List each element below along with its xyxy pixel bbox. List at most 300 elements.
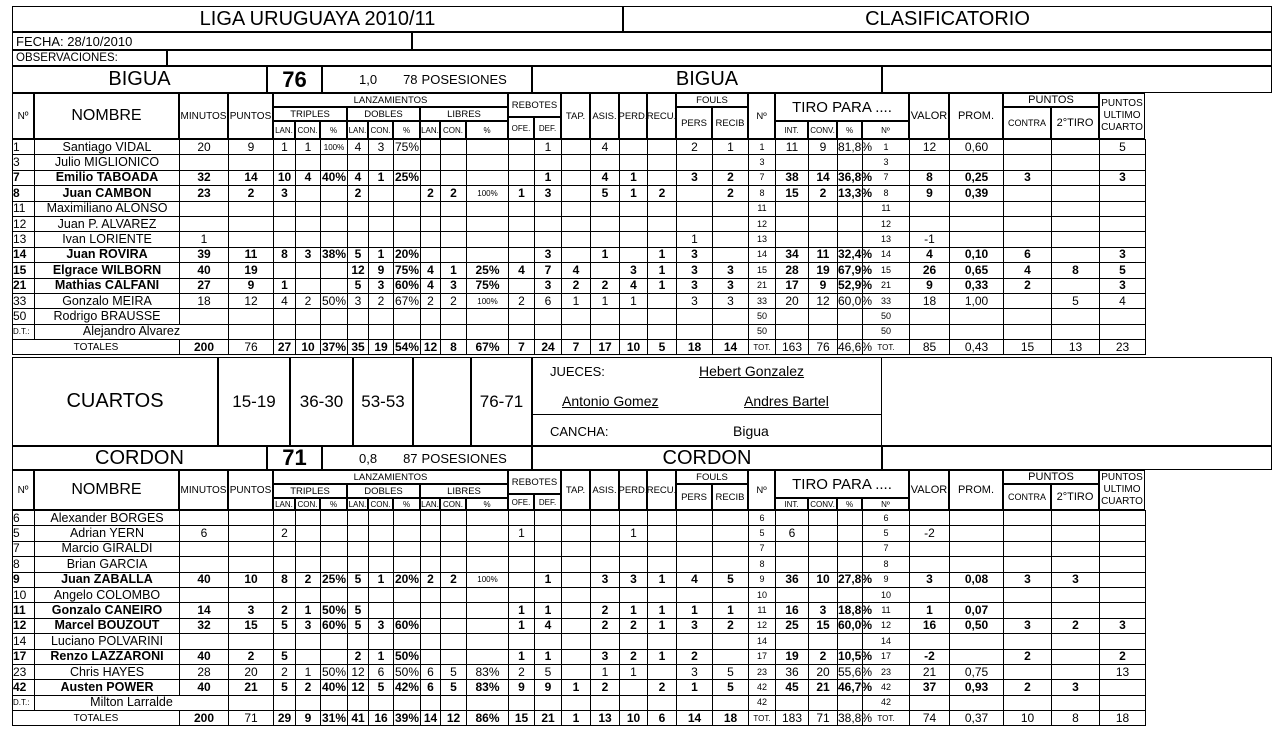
- stat-cell: 18,8%: [838, 603, 873, 618]
- stat-cell: [321, 232, 348, 247]
- stat-cell: [809, 232, 838, 247]
- stat-cell: 33: [749, 293, 776, 308]
- stat-cell: 9: [910, 186, 950, 201]
- stat-cell: 33: [863, 293, 910, 308]
- stat-cell: 15: [863, 263, 910, 278]
- stat-cell: 15: [13, 263, 35, 278]
- away-coach-row: [13, 695, 1146, 710]
- stat-cell: [421, 216, 441, 231]
- stat-cell: 7: [749, 170, 776, 185]
- stat-cell: [677, 634, 713, 649]
- hdr-sub-pct-8: %: [466, 498, 508, 510]
- stat-cell: [394, 216, 421, 231]
- total-cell: 8: [1052, 711, 1100, 726]
- totals-label: TOTALES: [13, 711, 180, 726]
- hdr-sub-lan-3: LAN.: [347, 121, 368, 139]
- stat-cell: [776, 557, 809, 572]
- stat-cell: [648, 526, 677, 541]
- stat-cell: 40: [180, 263, 229, 278]
- stat-cell: 1: [648, 618, 677, 633]
- stat-cell: [1100, 216, 1146, 231]
- hdr-num: Nº: [12, 93, 34, 139]
- stat-cell: 1: [749, 140, 776, 155]
- stat-cell: 67%: [394, 293, 420, 308]
- stat-cell: 12: [910, 140, 950, 155]
- stat-cell: [1004, 511, 1052, 526]
- stat-cell: 1: [274, 140, 296, 155]
- stat-cell: [950, 695, 1004, 710]
- stat-cell: [467, 247, 509, 262]
- stat-cell: [1004, 664, 1052, 679]
- stat-cell: [535, 541, 562, 556]
- stat-cell: 36: [776, 572, 809, 587]
- stat-cell: [509, 695, 535, 710]
- stat-cell: 4: [421, 278, 441, 293]
- stat-cell: 42: [863, 680, 910, 695]
- stat-cell: [321, 649, 348, 664]
- hdr-blocks: TAP.: [561, 470, 590, 510]
- stat-cell: 3: [1004, 618, 1052, 633]
- stat-cell: 2: [713, 618, 749, 633]
- stat-cell: 2: [809, 649, 838, 664]
- stat-cell: 7: [535, 263, 562, 278]
- stat-cell: 3: [441, 278, 467, 293]
- stat-cell: [394, 309, 421, 324]
- stat-cell: [394, 603, 421, 618]
- stat-cell: 27: [180, 278, 229, 293]
- stat-cell: [1004, 324, 1052, 339]
- stat-cell: 0,08: [950, 572, 1004, 587]
- hdr-free: LIBRES: [420, 107, 508, 121]
- stat-cell: [648, 511, 677, 526]
- stat-cell: [394, 511, 421, 526]
- stat-cell: [562, 324, 591, 339]
- stat-cell: [467, 155, 509, 170]
- home-player-row: [13, 155, 1146, 170]
- hdr-fouls: FOULS: [676, 93, 748, 107]
- stat-cell: [910, 155, 950, 170]
- total-cell: 71: [809, 711, 838, 726]
- stat-cell: [229, 324, 274, 339]
- stat-cell: [562, 232, 591, 247]
- stat-cell: [229, 216, 274, 231]
- stat-cell: 3: [677, 170, 713, 185]
- away-team-bar-info: [322, 446, 532, 470]
- stat-cell: [274, 155, 296, 170]
- stat-cell: 25: [776, 618, 809, 633]
- stat-cell: 1: [441, 263, 467, 278]
- quarters-label: CUARTOS: [12, 357, 218, 446]
- stat-cell: [838, 216, 863, 231]
- stat-cell: [1052, 587, 1100, 602]
- stat-cell: 1: [13, 140, 35, 155]
- stat-cell: [776, 216, 809, 231]
- stat-cell: [394, 201, 421, 216]
- stat-cell: [776, 634, 809, 649]
- player-name: Adrian YERN: [35, 526, 180, 541]
- quarter-3-score: 53-53: [353, 357, 413, 446]
- stat-cell: 12: [863, 618, 910, 633]
- stat-cell: 3: [749, 155, 776, 170]
- stat-cell: 75%: [394, 139, 420, 154]
- stat-cell: [467, 634, 509, 649]
- stat-cell: [910, 587, 950, 602]
- stat-cell: [467, 511, 509, 526]
- stat-cell: 4: [348, 170, 369, 185]
- stat-cell: 2: [648, 680, 677, 695]
- stat-cell: 2: [648, 186, 677, 201]
- stat-cell: [713, 155, 749, 170]
- stat-cell: 40: [180, 649, 229, 664]
- stat-cell: 83%: [467, 680, 509, 695]
- stat-cell: [1100, 680, 1146, 695]
- away-player-row: [13, 618, 1146, 633]
- stat-cell: [180, 216, 229, 231]
- player-name: Brian GARCIA: [35, 557, 180, 572]
- stat-cell: 12: [348, 680, 369, 695]
- stat-cell: [369, 309, 394, 324]
- stat-cell: 3: [535, 278, 562, 293]
- total-cell: TOT.: [749, 340, 776, 355]
- away-player-row: [13, 511, 1146, 526]
- stat-cell: [910, 309, 950, 324]
- stat-cell: [296, 649, 321, 664]
- stat-cell: [296, 695, 321, 710]
- stat-cell: 1: [535, 572, 562, 587]
- stat-cell: [838, 557, 863, 572]
- stat-cell: [296, 186, 321, 201]
- stat-cell: 0,39: [950, 186, 1004, 201]
- stat-cell: 3: [713, 293, 749, 308]
- stat-cell: [441, 309, 467, 324]
- court-label: CANCHA:: [550, 424, 609, 439]
- stat-cell: [677, 541, 713, 556]
- stat-cell: 4: [591, 140, 620, 155]
- stat-cell: [441, 140, 467, 155]
- stat-cell: [229, 309, 274, 324]
- stat-cell: 1: [369, 170, 394, 185]
- stat-cell: [441, 587, 467, 602]
- stat-cell: 2: [421, 572, 441, 587]
- total-cell: 14: [677, 711, 713, 726]
- total-cell: 27: [274, 340, 296, 355]
- stat-cell: [394, 541, 421, 556]
- stat-cell: 5: [1100, 263, 1146, 278]
- stat-cell: 5: [713, 680, 749, 695]
- date-extra: [412, 32, 1272, 50]
- judge-1: Hebert Gonzalez: [699, 363, 805, 379]
- stat-cell: [441, 324, 467, 339]
- stat-cell: 4: [910, 247, 950, 262]
- stat-cell: [421, 603, 441, 618]
- stat-cell: 2: [296, 572, 321, 587]
- hdr-off: OFE.: [508, 117, 534, 139]
- stat-cell: [713, 526, 749, 541]
- stat-cell: [620, 201, 648, 216]
- stat-cell: 13: [749, 232, 776, 247]
- stat-cell: [1004, 526, 1052, 541]
- stat-cell: [620, 695, 648, 710]
- stat-cell: [809, 587, 838, 602]
- stat-cell: [296, 511, 321, 526]
- stat-cell: [620, 541, 648, 556]
- stat-cell: [620, 680, 648, 695]
- stat-cell: [677, 155, 713, 170]
- stat-cell: 21: [229, 680, 274, 695]
- stat-cell: [509, 232, 535, 247]
- stat-cell: [1100, 309, 1146, 324]
- stat-cell: [1004, 587, 1052, 602]
- player-name: Luciano POLVARINI: [35, 634, 180, 649]
- total-cell: 41: [348, 711, 369, 726]
- hdr-shots: LANZAMIENTOS: [273, 470, 508, 484]
- stat-cell: [591, 526, 620, 541]
- stat-cell: 20: [776, 293, 809, 308]
- stat-cell: 1: [648, 572, 677, 587]
- stat-cell: [509, 247, 535, 262]
- stat-cell: 4: [591, 170, 620, 185]
- total-cell: 200: [180, 711, 229, 726]
- hdr-int: INT.: [775, 498, 808, 510]
- stat-cell: [620, 309, 648, 324]
- stat-cell: [950, 557, 1004, 572]
- home-ratio: 1,0: [359, 72, 378, 87]
- judges-label: JUECES:: [550, 364, 605, 379]
- stat-cell: 42: [863, 695, 910, 710]
- stat-cell: [591, 201, 620, 216]
- stat-cell: [509, 541, 535, 556]
- stat-cell: [296, 634, 321, 649]
- stat-cell: 9: [809, 278, 838, 293]
- stat-cell: [713, 587, 749, 602]
- stat-cell: -2: [910, 649, 950, 664]
- stat-cell: 37: [910, 680, 950, 695]
- stat-cell: 1: [620, 170, 648, 185]
- stat-cell: [509, 140, 535, 155]
- stat-cell: 8: [863, 557, 910, 572]
- stat-cell: 5: [348, 603, 369, 618]
- stat-cell: 14: [13, 634, 35, 649]
- stat-cell: 50%: [394, 649, 420, 664]
- hdr-off: OFE.: [508, 494, 534, 510]
- total-cell: 14: [713, 340, 749, 355]
- stat-cell: 50%: [394, 664, 420, 679]
- stat-cell: 3: [620, 572, 648, 587]
- stat-cell: 2: [713, 186, 749, 201]
- hdr-pct2: %: [837, 498, 862, 510]
- stat-cell: 17: [749, 649, 776, 664]
- stat-cell: [535, 587, 562, 602]
- hdr-sub-pct-5: %: [393, 121, 420, 139]
- stat-cell: [441, 201, 467, 216]
- stat-cell: [509, 587, 535, 602]
- total-cell: 54%: [394, 339, 420, 354]
- stat-cell: [648, 664, 677, 679]
- player-name: Juan P. ALVAREZ: [35, 216, 180, 231]
- stat-cell: 17: [863, 649, 910, 664]
- stat-cell: [591, 541, 620, 556]
- stat-cell: [910, 557, 950, 572]
- away-totals-row: [13, 711, 1146, 726]
- stat-cell: 50%: [321, 603, 347, 618]
- stat-cell: 21: [863, 278, 910, 293]
- stat-cell: 1: [535, 170, 562, 185]
- stat-cell: 50: [863, 309, 910, 324]
- home-team-bar-info: [322, 66, 532, 93]
- stat-cell: 9: [535, 680, 562, 695]
- stat-cell: [467, 526, 509, 541]
- stat-cell: 42: [749, 680, 776, 695]
- stat-cell: [648, 201, 677, 216]
- stat-cell: 20: [809, 664, 838, 679]
- stat-cell: 1: [296, 603, 321, 618]
- stat-cell: [348, 216, 369, 231]
- stat-cell: [562, 649, 591, 664]
- hdr-triples: TRIPLES: [273, 107, 347, 121]
- stat-cell: [467, 324, 509, 339]
- stat-cell: [677, 511, 713, 526]
- stat-cell: 2: [1052, 618, 1100, 633]
- stat-cell: 3: [713, 263, 749, 278]
- stat-cell: [713, 695, 749, 710]
- stat-cell: [1052, 278, 1100, 293]
- stat-cell: 36,8%: [838, 170, 873, 185]
- home-coach-row: [13, 324, 1146, 339]
- stat-cell: 1: [620, 603, 648, 618]
- stat-cell: 3: [13, 155, 35, 170]
- stat-cell: 23: [180, 186, 229, 201]
- stat-cell: [441, 216, 467, 231]
- stat-cell: 1: [535, 603, 562, 618]
- stat-cell: [467, 649, 509, 664]
- stat-cell: 8: [749, 557, 776, 572]
- stat-cell: [713, 232, 749, 247]
- stat-cell: 3: [1100, 278, 1146, 293]
- stat-cell: 1: [648, 263, 677, 278]
- stat-cell: 2: [441, 186, 467, 201]
- stat-cell: 16: [776, 603, 809, 618]
- stat-cell: [562, 634, 591, 649]
- stat-cell: [648, 541, 677, 556]
- hdr-minutes: MINUTOS: [179, 470, 228, 510]
- stat-cell: [838, 324, 863, 339]
- stat-cell: 21: [910, 664, 950, 679]
- stat-cell: 23: [749, 664, 776, 679]
- hdr-name: NOMBRE: [34, 93, 179, 139]
- hdr-lost: PERD.: [619, 93, 647, 139]
- total-cell: 10: [620, 711, 648, 726]
- stat-cell: -2: [910, 526, 950, 541]
- stat-cell: [421, 557, 441, 572]
- stat-cell: [1004, 232, 1052, 247]
- stat-cell: 33: [13, 293, 35, 308]
- stat-cell: 12: [348, 263, 369, 278]
- stat-cell: [838, 511, 863, 526]
- hdr-blocks: TAP.: [561, 93, 590, 139]
- stat-cell: 1: [535, 140, 562, 155]
- stat-cell: 26: [910, 263, 950, 278]
- away-player-row: [13, 587, 1146, 602]
- stat-cell: 1: [296, 664, 321, 679]
- home-bar-empty: [882, 66, 1272, 93]
- stat-cell: 14: [749, 247, 776, 262]
- player-name: Julio MIGLIONICO: [35, 155, 180, 170]
- total-cell: 13: [1052, 340, 1100, 355]
- stat-cell: 3: [1052, 572, 1100, 587]
- stat-cell: [838, 201, 863, 216]
- stat-cell: 1: [713, 603, 749, 618]
- stat-cell: 11: [749, 201, 776, 216]
- stat-cell: [809, 526, 838, 541]
- stat-cell: [467, 232, 509, 247]
- stat-cell: [776, 309, 809, 324]
- stat-cell: [1052, 324, 1100, 339]
- home-player-row: [13, 247, 1146, 262]
- stat-cell: [369, 201, 394, 216]
- away-player-row: [13, 603, 1146, 618]
- stat-cell: 32: [180, 618, 229, 633]
- stat-cell: 4: [562, 263, 591, 278]
- stat-cell: 2: [1100, 649, 1146, 664]
- stat-cell: [421, 526, 441, 541]
- player-name: Emilio TABOADA: [35, 170, 180, 185]
- stat-cell: 9: [863, 572, 910, 587]
- stat-cell: [348, 557, 369, 572]
- stat-cell: [1052, 216, 1100, 231]
- stat-cell: [229, 695, 274, 710]
- stat-cell: [809, 216, 838, 231]
- stat-cell: 2: [509, 293, 535, 308]
- hdr-steals: RECU.: [647, 470, 676, 510]
- home-player-row: [13, 140, 1146, 155]
- hdr-rebounds: REBOTES: [508, 93, 561, 117]
- hdr-prom: PROM.: [949, 93, 1003, 139]
- total-cell: 23: [1100, 340, 1146, 355]
- stat-cell: [1100, 186, 1146, 201]
- stat-cell: [713, 541, 749, 556]
- stat-cell: 3: [1100, 247, 1146, 262]
- stat-cell: [509, 278, 535, 293]
- stat-cell: 2: [296, 293, 321, 308]
- stat-cell: [441, 511, 467, 526]
- hdr-sub-con-1: CON.: [295, 498, 320, 510]
- stat-cell: [229, 511, 274, 526]
- stat-cell: 3: [910, 572, 950, 587]
- stat-cell: [776, 541, 809, 556]
- stat-cell: [776, 201, 809, 216]
- stat-cell: 10: [749, 587, 776, 602]
- stat-cell: 3: [1052, 680, 1100, 695]
- stat-cell: [677, 526, 713, 541]
- total-cell: 18: [1100, 711, 1146, 726]
- stat-cell: [274, 263, 296, 278]
- stat-cell: 2: [296, 680, 321, 695]
- hdr-sub-lan-6: LAN.: [420, 121, 440, 139]
- hdr-num-2: Nº: [748, 470, 775, 510]
- stat-cell: [348, 526, 369, 541]
- stat-cell: [394, 155, 421, 170]
- away-player-row: [13, 634, 1146, 649]
- total-cell: 21: [535, 711, 562, 726]
- stat-cell: [838, 309, 863, 324]
- stat-cell: 8: [863, 186, 910, 201]
- stat-cell: [562, 541, 591, 556]
- hdr-free: LIBRES: [420, 484, 508, 498]
- stat-cell: 83%: [467, 664, 509, 679]
- stat-cell: 32: [180, 170, 229, 185]
- stat-cell: [1100, 557, 1146, 572]
- stat-cell: 32,4%: [838, 247, 873, 262]
